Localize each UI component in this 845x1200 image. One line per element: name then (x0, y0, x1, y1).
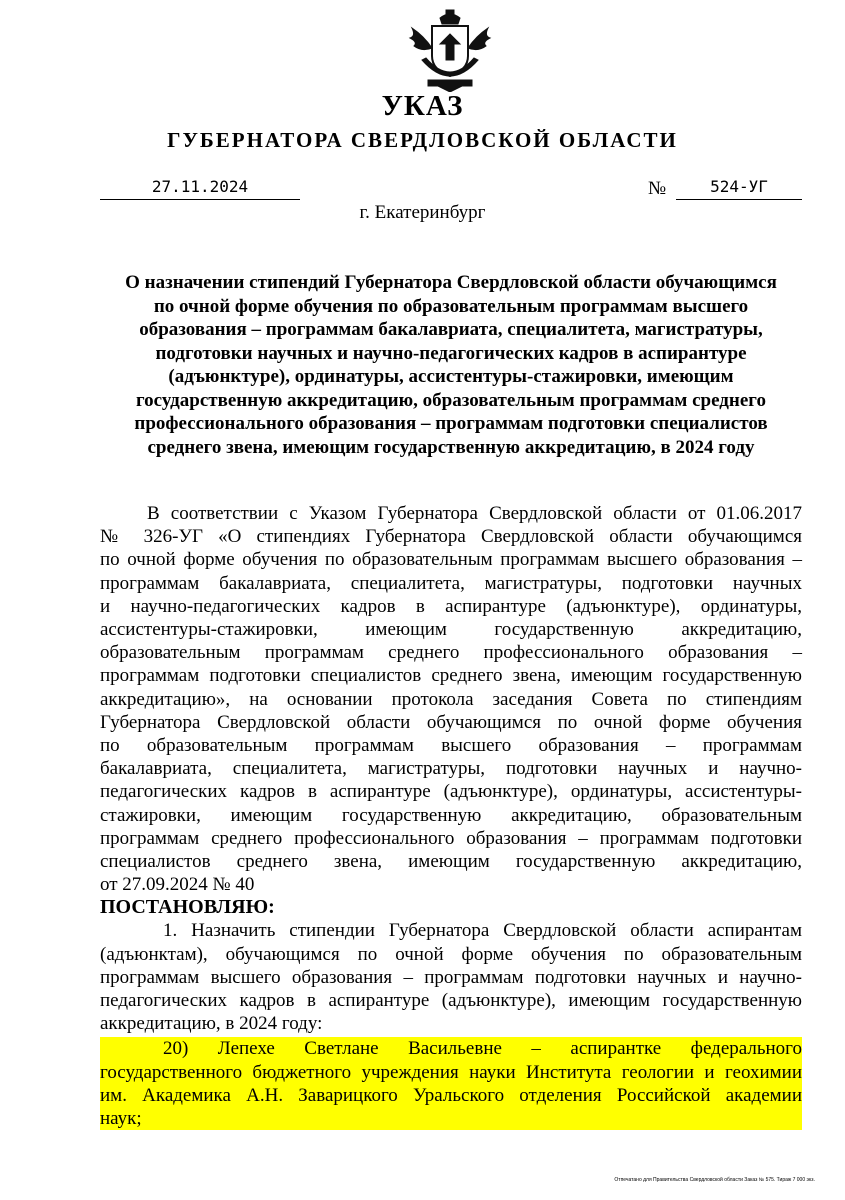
preamble-line: образовательным программам среднего профессионального образования – (100, 642, 802, 664)
title-line: образования – программам бакалавриата, специалитета, магистратуры, (139, 319, 763, 340)
decree-word: ПОСТАНОВЛЯЮ: (100, 896, 275, 919)
preamble-line: ассистентуры-стажировки, имеющим государственную аккредитацию, (100, 619, 802, 641)
number-sign: № (648, 178, 667, 199)
highlighted-recipient (100, 1037, 802, 1130)
highlighted-line: 20) Лепехе Светлане Васильевне – аспирантке федерального (163, 1038, 802, 1060)
preamble-line: по образовательным программам высшего образования – программам (100, 735, 802, 757)
issue-city: г. Екатеринбург (359, 202, 486, 223)
coat-of-arms-emblem (402, 8, 498, 92)
item-line: 1. Назначить стипендии Губернатора Свердловской области аспирантам (163, 920, 802, 942)
decree-title (100, 271, 802, 459)
preamble-line: программам бакалавриата, специалитета, магистратуры, подготовки научных (100, 572, 802, 594)
highlighted-line: наук; (100, 1108, 142, 1130)
title-line: О назначении стипендий Губернатора Свердловской области обучающимся (125, 272, 777, 293)
preamble-line: стажировки, имеющим государственную аккредитацию, образовательным (100, 804, 802, 826)
preamble-line: педагогических кадров в аспирантуре (адъюнктуре), ординатуры, ассистентуры- (100, 781, 802, 803)
preamble-line: по очной форме обучения по образовательным программам высшего образования – (100, 549, 802, 571)
preamble-line: специалистов среднего звена, имеющим государственную аккредитацию, (100, 851, 802, 873)
preamble-line: программам среднего профессионального образования – программам подготовки (100, 827, 802, 849)
title-line: (адъюнктуре), ординатуры, ассистентуры-стажировки, имеющим (168, 366, 734, 387)
preamble-line: В соответствии с Указом Губернатора Свердловской области от 01.06.2017 (147, 503, 802, 524)
item-line: аккредитацию, в 2024 году: (100, 1013, 323, 1035)
decree-number: 524-УГ (676, 175, 802, 200)
preamble-line: программам подготовки специалистов среднего звена, имеющим государственную (100, 665, 802, 687)
preamble-line: и научно-педагогических кадров в аспирантуре (адъюнктуре), ординатуры, (100, 595, 802, 617)
item-line: (адъюнктам), обучающимся по очной форме обучения по образовательным (100, 943, 802, 965)
print-footer: Отпечатано для Правительства Свердловской области Заказ № 575. Тираж 7 000 экз. (614, 1177, 815, 1183)
preamble-line: Губернатора Свердловской области обучающимся по очной форме обучения (100, 711, 802, 733)
preamble-line: аккредитацию», на основании протокола заседания Совета по стипендиям (100, 688, 802, 710)
item-line: программам высшего образования – программам подготовки научных и научно- (100, 966, 802, 988)
issuing-authority: ГУБЕРНАТОРА СВЕРДЛОВСКОЙ ОБЛАСТИ (167, 128, 678, 152)
preamble-line: № 326-УГ «О стипендиях Губернатора Свердловской области обучающимся (100, 526, 802, 548)
title-line: по очной форме обучения по образовательным программам высшего (153, 295, 749, 317)
decree-date: 27.11.2024 (100, 175, 300, 200)
highlighted-line: им. Академика А.Н. Заварицкого Уральского отделения Российской академии (100, 1084, 802, 1106)
title-line: профессионального образования – программам подготовки специалистов (134, 413, 768, 434)
title-line: подготовки научных и научно-педагогических кадров в аспирантуре (155, 342, 747, 364)
document-type-heading: УКАЗ (381, 90, 464, 122)
highlighted-line: государственного бюджетного учреждения науки Института геологии и геохимии (100, 1061, 802, 1083)
title-line: среднего звена, имеющим государственную аккредитацию, в 2024 году (147, 436, 755, 458)
preamble-line: бакалавриата, специалитета, магистратуры, подготовки научных и научно- (100, 758, 802, 780)
preamble-line: от 27.09.2024 № 40 (100, 874, 255, 896)
item-line: педагогических кадров в аспирантуре (адъюнктуре), имеющим государственную (100, 990, 802, 1012)
decree-body (100, 502, 802, 1130)
title-line: государственную аккредитацию, образовательным программам среднего (136, 389, 766, 411)
